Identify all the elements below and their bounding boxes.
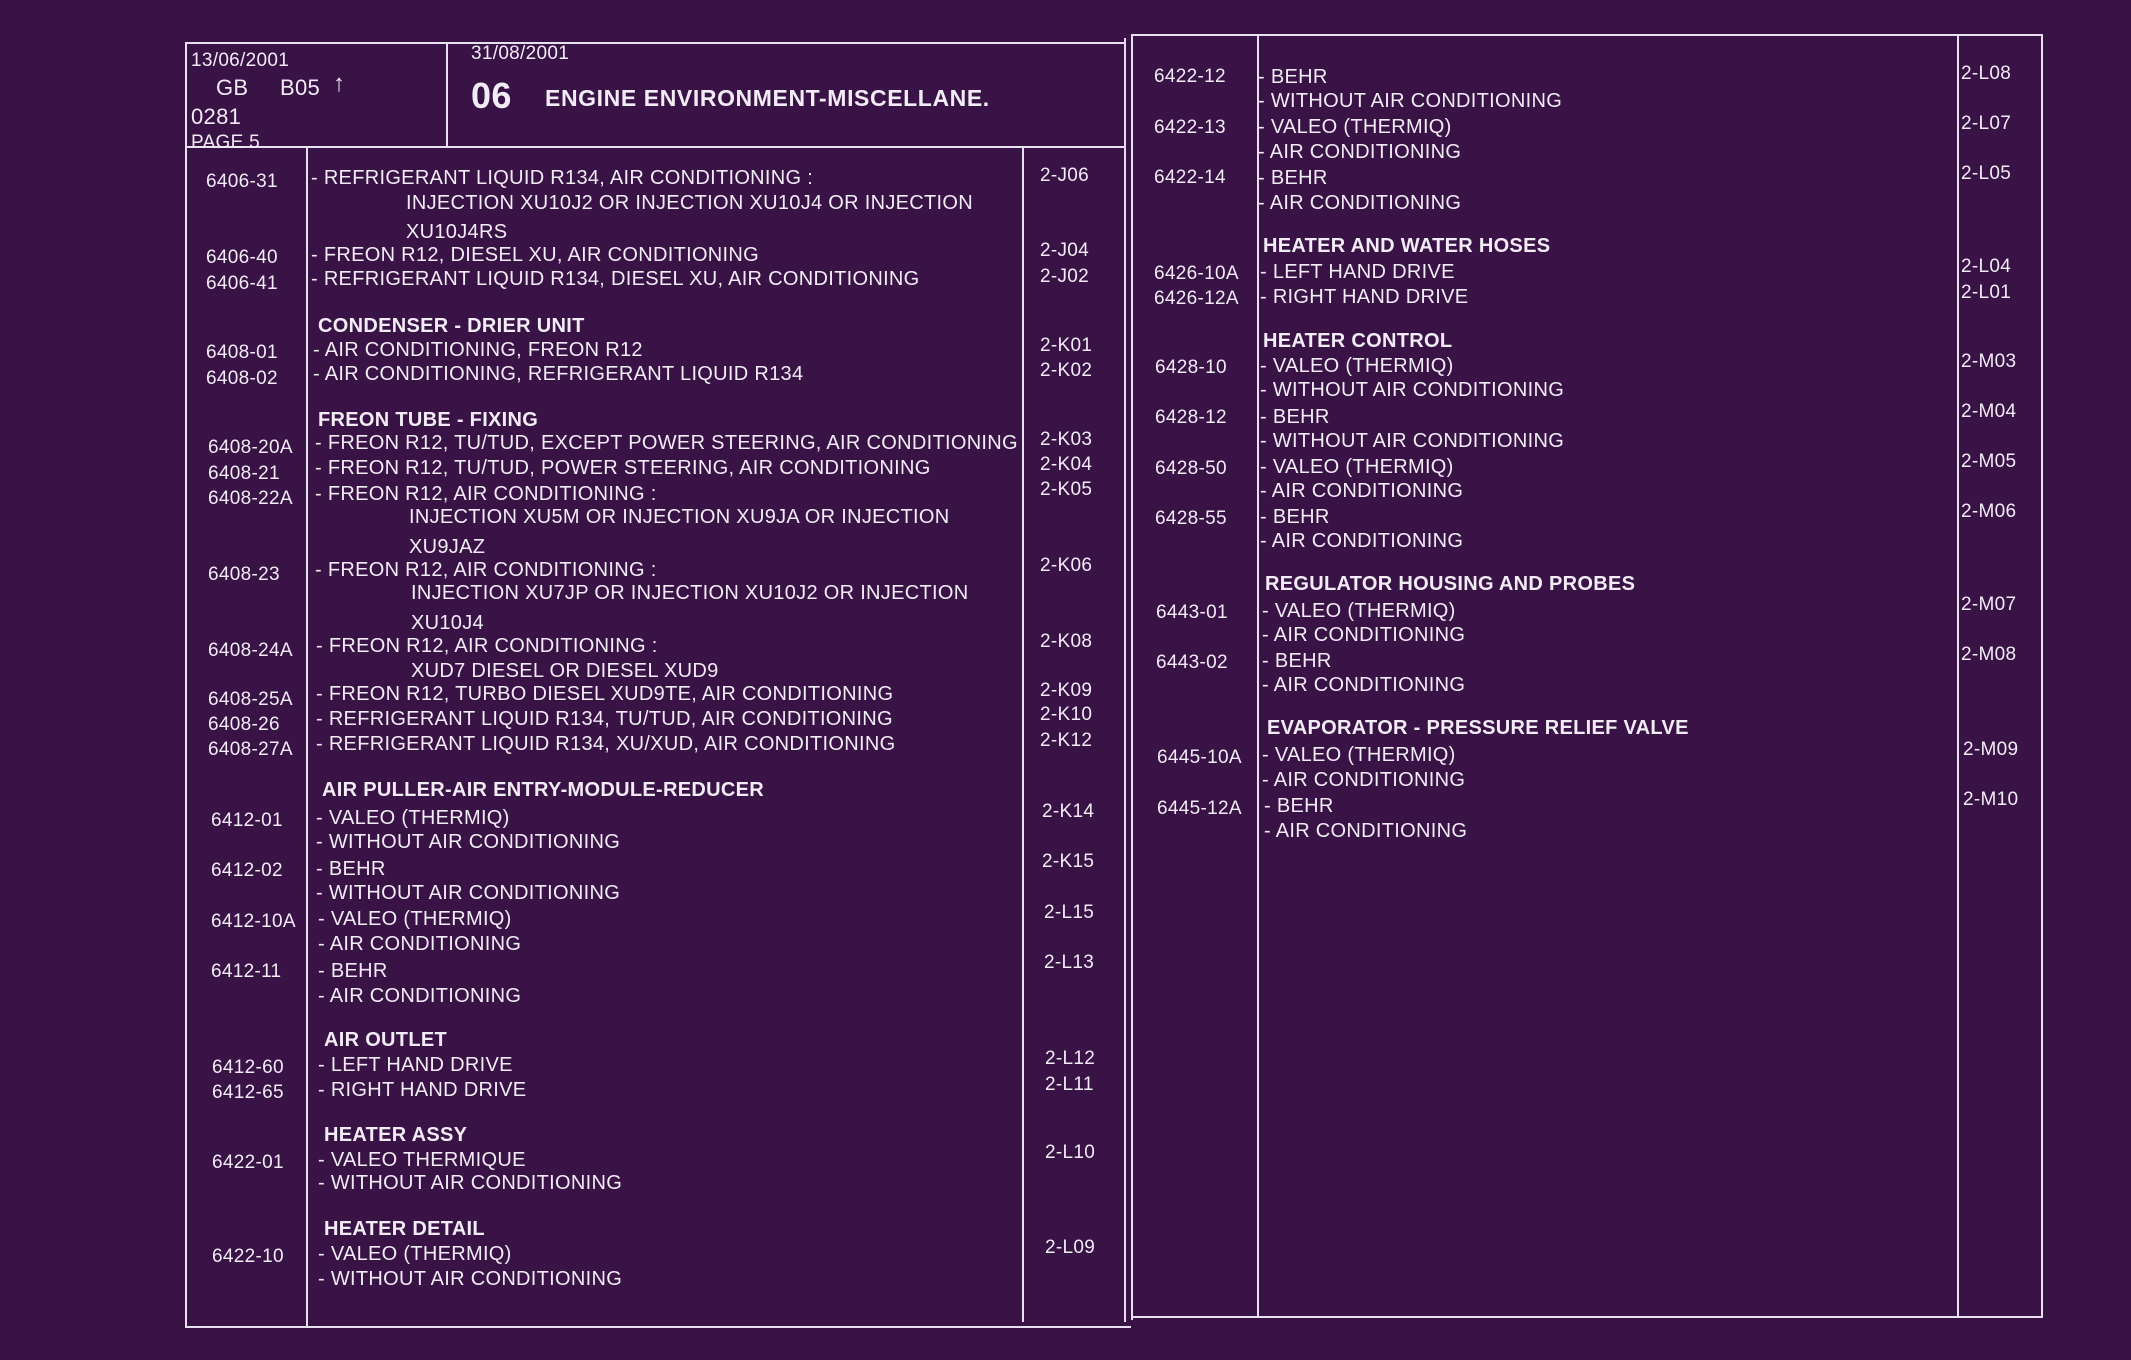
- part-description: - VALEO (THERMIQ): [1260, 456, 1454, 478]
- part-sub-description: - AIR CONDITIONING: [1262, 624, 1466, 646]
- part-description-cont: XU9JAZ: [409, 536, 486, 558]
- part-ref: 2-L10: [1045, 1142, 1096, 1163]
- section-heading: AIR PULLER-AIR ENTRY-MODULE-REDUCER: [322, 779, 764, 801]
- header-country: GB: [216, 75, 249, 100]
- part-description: - VALEO THERMIQUE: [318, 1149, 526, 1171]
- part-code: 6426-12A: [1154, 288, 1239, 309]
- part-code: 6443-01: [1156, 602, 1228, 623]
- part-description: - REFRIGERANT LIQUID R134, XU/XUD, AIR CONDITIONING: [316, 733, 896, 755]
- part-code: 6408-22A: [208, 488, 293, 509]
- part-ref: 2-K15: [1042, 851, 1095, 872]
- section-heading: HEATER CONTROL: [1263, 330, 1453, 352]
- arrow-up-icon: ↑: [333, 70, 346, 97]
- part-description-cont: INJECTION XU5M OR INJECTION XU9JA OR INJECTION: [409, 506, 950, 528]
- frame-line: [446, 42, 448, 148]
- part-ref: 2-M05: [1961, 451, 2017, 472]
- part-ref: 2-L13: [1044, 952, 1095, 973]
- part-ref: 2-K01: [1040, 335, 1093, 356]
- part-ref: 2-J06: [1040, 165, 1090, 186]
- part-ref: 2-K10: [1040, 704, 1093, 725]
- part-ref: 2-L11: [1045, 1074, 1094, 1095]
- part-description: - VALEO (THERMIQ): [318, 1243, 512, 1265]
- part-description: - BEHR: [1260, 406, 1330, 428]
- part-description: - BEHR: [318, 960, 388, 982]
- frame-line: [306, 148, 308, 1328]
- part-ref: 2-M04: [1961, 401, 2017, 422]
- part-ref: 2-L01: [1961, 282, 2012, 303]
- part-code: 6422-14: [1154, 167, 1226, 188]
- section-heading: HEATER AND WATER HOSES: [1263, 235, 1551, 257]
- part-ref: 2-L12: [1045, 1048, 1096, 1069]
- part-code: 6406-41: [206, 273, 278, 294]
- part-description-cont: INJECTION XU7JP OR INJECTION XU10J2 OR INJECTION: [411, 582, 969, 604]
- part-ref: 2-L04: [1961, 256, 2012, 277]
- part-description: - FREON R12, TU/TUD, EXCEPT POWER STEERING, AIR CONDITIONING: [315, 432, 1018, 454]
- part-description: - LEFT HAND DRIVE: [1260, 261, 1455, 283]
- frame-line: [185, 42, 187, 1328]
- page-title: ENGINE ENVIRONMENT-MISCELLANE.: [545, 85, 990, 111]
- part-code: 6412-02: [211, 860, 283, 881]
- part-description: - VALEO (THERMIQ): [316, 807, 510, 829]
- part-code: 6428-10: [1155, 357, 1227, 378]
- part-description: - FREON R12, AIR CONDITIONING :: [315, 483, 657, 505]
- part-ref: 2-L05: [1961, 163, 2012, 184]
- frame-line: [1131, 1316, 2043, 1318]
- part-description: - VALEO (THERMIQ): [1262, 744, 1456, 766]
- section-heading: HEATER ASSY: [324, 1124, 468, 1146]
- part-description: - VALEO (THERMIQ): [1260, 355, 1454, 377]
- part-ref: 2-M06: [1961, 501, 2017, 522]
- part-sub-description: - WITHOUT AIR CONDITIONING: [318, 1268, 623, 1290]
- part-sub-description: - AIR CONDITIONING: [318, 933, 522, 955]
- part-description: - FREON R12, DIESEL XU, AIR CONDITIONING: [311, 244, 759, 266]
- part-description: - RIGHT HAND DRIVE: [318, 1079, 527, 1101]
- frame-line: [185, 146, 1126, 148]
- part-description: - BEHR: [1258, 66, 1328, 88]
- part-code: 6412-60: [212, 1057, 284, 1078]
- part-ref: 2-K02: [1040, 360, 1093, 381]
- part-sub-description: - WITHOUT AIR CONDITIONING: [316, 882, 621, 904]
- part-sub-description: - AIR CONDITIONING: [1262, 769, 1466, 791]
- part-description: - BEHR: [1258, 167, 1328, 189]
- part-code: 6445-12A: [1157, 798, 1242, 819]
- header-date-right: 31/08/2001: [471, 43, 570, 64]
- frame-line: [2041, 34, 2043, 1316]
- part-description: - VALEO (THERMIQ): [318, 908, 512, 930]
- part-description: - REFRIGERANT LIQUID R134, DIESEL XU, AIR CONDITIONING: [311, 268, 920, 290]
- part-description: - LEFT HAND DRIVE: [318, 1054, 513, 1076]
- part-ref: 2-L09: [1045, 1237, 1096, 1258]
- frame-line: [1131, 34, 2043, 36]
- part-description: - AIR CONDITIONING, REFRIGERANT LIQUID R134: [313, 363, 804, 385]
- part-description: - FREON R12, TURBO DIESEL XUD9TE, AIR CONDITIONING: [316, 683, 894, 705]
- part-code: 6428-55: [1155, 508, 1227, 529]
- part-code: 6428-50: [1155, 458, 1227, 479]
- part-ref: 2-K04: [1040, 454, 1093, 475]
- part-ref: 2-L08: [1961, 63, 2012, 84]
- header-date-left: 13/06/2001: [191, 50, 290, 71]
- frame-line: [1022, 146, 1024, 1322]
- part-code: 6408-26: [208, 714, 280, 735]
- part-sub-description: - WITHOUT AIR CONDITIONING: [318, 1172, 623, 1194]
- part-description: - RIGHT HAND DRIVE: [1260, 286, 1469, 308]
- part-description: - AIR CONDITIONING, FREON R12: [313, 339, 643, 361]
- frame-line: [1957, 36, 1959, 1318]
- part-sub-description: - WITHOUT AIR CONDITIONING: [1258, 90, 1563, 112]
- part-code: 6426-10A: [1154, 263, 1239, 284]
- part-code: 6428-12: [1155, 407, 1227, 428]
- part-sub-description: - WITHOUT AIR CONDITIONING: [316, 831, 621, 853]
- part-code: 6422-12: [1154, 66, 1226, 87]
- part-description: - FREON R12, AIR CONDITIONING :: [316, 635, 658, 657]
- frame-line: [185, 42, 1126, 44]
- part-code: 6406-40: [206, 247, 278, 268]
- part-description: - VALEO (THERMIQ): [1262, 600, 1456, 622]
- part-description: - BEHR: [1264, 795, 1334, 817]
- section-heading: HEATER DETAIL: [324, 1218, 485, 1240]
- part-code: 6422-01: [212, 1152, 284, 1173]
- part-ref: 2-M03: [1961, 351, 2017, 372]
- part-sub-description: - AIR CONDITIONING: [318, 985, 522, 1007]
- part-ref: 2-J02: [1040, 266, 1090, 287]
- part-code: 6408-20A: [208, 437, 293, 458]
- part-description-cont: XU10J4: [411, 612, 484, 634]
- section-number: 06: [471, 75, 512, 116]
- part-code: 6422-13: [1154, 117, 1226, 138]
- part-sub-description: - AIR CONDITIONING: [1258, 192, 1462, 214]
- part-description: - BEHR: [1262, 650, 1332, 672]
- part-ref: 2-M07: [1961, 594, 2017, 615]
- frame-line: [1124, 38, 1126, 1322]
- part-code: 6443-02: [1156, 652, 1228, 673]
- part-ref: 2-M09: [1963, 739, 2019, 760]
- header-page: PAGE 5: [191, 132, 261, 153]
- part-ref: 2-K12: [1040, 730, 1093, 751]
- part-sub-description: - AIR CONDITIONING: [1264, 820, 1468, 842]
- part-ref: 2-L15: [1044, 902, 1095, 923]
- part-description-cont: XU10J4RS: [406, 221, 508, 243]
- part-ref: 2-K05: [1040, 479, 1093, 500]
- part-description: - REFRIGERANT LIQUID R134, TU/TUD, AIR CONDITIONING: [316, 708, 893, 730]
- part-code: 6445-10A: [1157, 747, 1242, 768]
- frame-line: [1131, 36, 1133, 1320]
- part-description: - BEHR: [316, 858, 386, 880]
- part-ref: 2-K14: [1042, 801, 1095, 822]
- part-description: - REFRIGERANT LIQUID R134, AIR CONDITIONING :: [311, 167, 814, 189]
- part-description-cont: INJECTION XU10J2 OR INJECTION XU10J4 OR INJECTION: [406, 192, 974, 214]
- part-ref: 2-K03: [1040, 429, 1093, 450]
- part-code: 6408-01: [206, 342, 278, 363]
- part-ref: 2-J04: [1040, 240, 1090, 261]
- section-heading: AIR OUTLET: [324, 1029, 447, 1051]
- frame-line: [1257, 36, 1259, 1318]
- part-code: 6412-65: [212, 1082, 284, 1103]
- part-code: 6408-23: [208, 564, 280, 585]
- part-description: - BEHR: [1260, 506, 1330, 528]
- frame-line: [185, 1326, 1131, 1328]
- part-description: - FREON R12, TU/TUD, POWER STEERING, AIR CONDITIONING: [315, 457, 931, 479]
- part-code: 6408-02: [206, 368, 278, 389]
- part-description: - FREON R12, AIR CONDITIONING :: [315, 559, 657, 581]
- header-model: B05: [280, 75, 321, 100]
- part-sub-description: - AIR CONDITIONING: [1258, 141, 1462, 163]
- part-code: 6408-27A: [208, 739, 293, 760]
- part-ref: 2-M08: [1961, 644, 2017, 665]
- part-code: 6408-24A: [208, 640, 293, 661]
- part-ref: 2-L07: [1961, 113, 2012, 134]
- section-heading: EVAPORATOR - PRESSURE RELIEF VALVE: [1267, 717, 1689, 739]
- section-heading: CONDENSER - DRIER UNIT: [318, 315, 585, 337]
- section-heading: FREON TUBE - FIXING: [318, 409, 539, 431]
- part-code: 6412-11: [211, 961, 282, 982]
- header-ref: 0281: [191, 104, 242, 129]
- part-description-cont: XUD7 DIESEL OR DIESEL XUD9: [411, 660, 719, 682]
- part-ref: 2-K06: [1040, 555, 1093, 576]
- part-description: - VALEO (THERMIQ): [1258, 116, 1452, 138]
- part-sub-description: - WITHOUT AIR CONDITIONING: [1260, 379, 1565, 401]
- part-code: 6406-31: [206, 171, 278, 192]
- part-sub-description: - AIR CONDITIONING: [1260, 530, 1464, 552]
- part-ref: 2-K08: [1040, 631, 1093, 652]
- section-heading: REGULATOR HOUSING AND PROBES: [1265, 573, 1636, 595]
- part-code: 6422-10: [212, 1246, 284, 1267]
- part-sub-description: - WITHOUT AIR CONDITIONING: [1260, 430, 1565, 452]
- part-code: 6412-10A: [211, 911, 296, 932]
- part-sub-description: - AIR CONDITIONING: [1260, 480, 1464, 502]
- part-code: 6412-01: [211, 810, 283, 831]
- part-code: 6408-25A: [208, 689, 293, 710]
- part-ref: 2-M10: [1963, 789, 2019, 810]
- part-sub-description: - AIR CONDITIONING: [1262, 674, 1466, 696]
- part-code: 6408-21: [208, 463, 280, 484]
- part-ref: 2-K09: [1040, 680, 1093, 701]
